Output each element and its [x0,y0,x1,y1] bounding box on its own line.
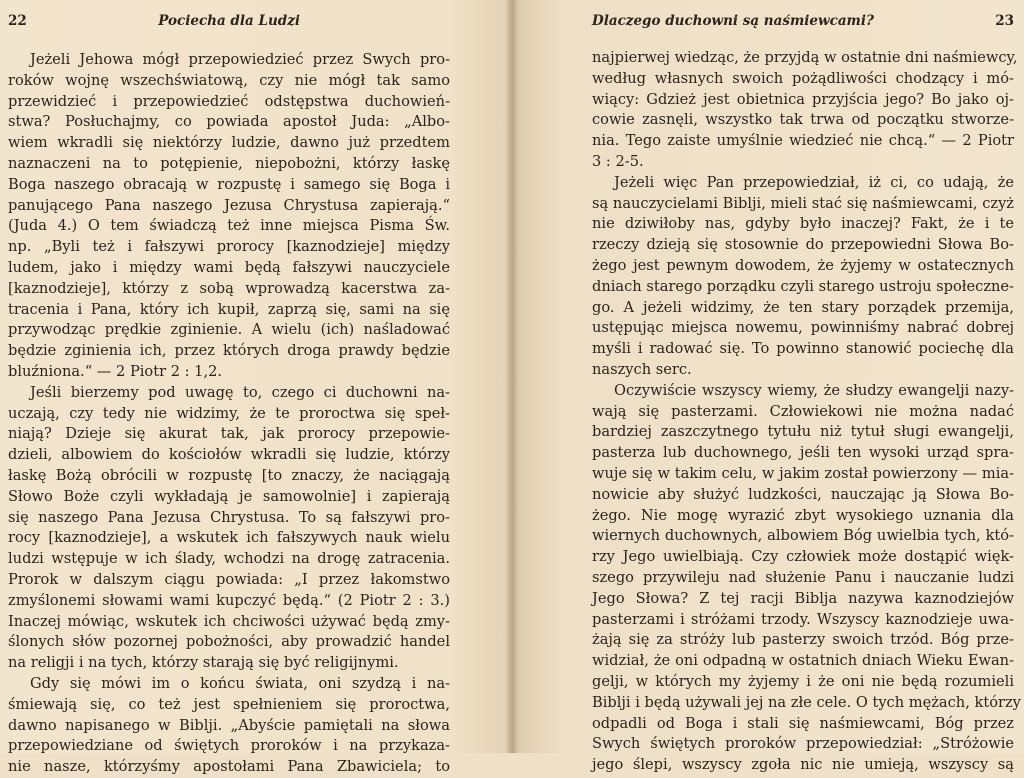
text-line: panującego Pana naszego Jezusa Chrystusa zapierają.“ [8,196,450,214]
left-page-body [8,50,450,778]
text-line: widział, że oni odpadną w ostatnich dniach Wieku Ewan- [592,652,1014,670]
text-line: naszych serc. [592,360,692,378]
left-page-header [8,10,450,32]
text-line: nowicie aby służyć ludzkości, nauczając ją Słowa Bo- [592,485,1014,503]
text-line: rocy [kaznodzieje], a wskutek ich fałszywych nauk wielu [8,529,450,547]
text-line: nie nasze, którzyśmy apostołami Pana Zbawiciela; to [8,758,450,776]
text-line: cowie zasnęli, wszystko tak trwa od początku stworze- [592,111,1014,129]
text-line: rzy Jego uwielbiają. Czy człowiek może dostąpić więk- [592,548,1014,566]
right-page-header [592,10,1014,32]
text-line: ślonych słów pozornej pobożności, aby prowadzić handel [8,633,450,651]
text-line: łaskę Bożą obrócili w rozpustę [to znaczy, że naciągają [8,466,450,484]
text-line: żego jest pewnym dowodem, że żyjemy w ostatecznych [592,256,1014,274]
text-line: Słowo Boże czyli wykładają je samowolnie] i zapierają [8,487,450,505]
text-line: Jego Słowa? Z tej racji Biblja nazywa kaznodziejów [592,589,1014,607]
text-line: wiernych duchownych, albowiem Bóg uwielbia tych, któ- [592,527,1014,545]
text-line: są nauczycielami Biblji, mieli stać się naśmiewcami, czyż [592,194,1014,212]
text-line: pasterza lub duchownego, jeśli ten wysoki urząd spra- [592,444,1014,462]
text-line: na religji i na tych, którzy starają się być religijnymi. [8,654,399,672]
text-line: przywodząc prędkie zginienie. A wielu (ich) naśladować [8,321,450,339]
text-line: Boga naszego obracają w rozpustę i samego się Boga i [8,175,450,193]
text-line: żają się za stróży lub pasterzy swoich trzód. Bóg prze- [592,631,1014,649]
text-line: uczają, czy tedy nie widzimy, że te proroctwa się speł- [8,404,450,422]
text-line: niają? Dzieje się akurat tak, jak prorocy przepowie- [8,425,450,443]
text-line: wiący: Gdzież jest obietnica przyjścia jego? Bo jako oj- [592,90,1014,108]
text-line: go. A jeżeli widzimy, że ten stary porządek przemija, [592,298,1014,316]
right-running-title: Dlaczego duchowni są naśmiewcami? [592,13,874,29]
text-line: wają się pasterzami. Człowiekowi nie można nadać [592,402,1014,420]
text-line: ustępując miejsca nowemu, powinniśmy nabrać dobrej [592,319,1014,337]
text-line: naznaczeni na to potępienie, niepobożni, którzy łaskę [8,154,450,172]
text-line: się naszego Pana Jezusa Chrystusa. To są fałszywi pro- [8,508,450,526]
text-line: Jeśli bierzemy pod uwagę to, czego ci duchowni na- [30,383,450,401]
left-running-title: Pociecha dla Ludzi [158,13,300,29]
text-line: gelji, w których my żyjemy i że oni nie będą rozumieli [592,672,1014,690]
text-line: zmyślonemi słowami wami kupczyć będą.“ (2 Piotr 2 : 3.) [8,591,450,609]
text-line: Jeżeli więc Pan przepowiedział, iż ci, co udają, że [614,173,1014,191]
right-page-body [592,48,1021,776]
text-line: Biblji i będą używali jej na złe cele. O tych mężach, którzy [592,693,1021,711]
text-line: dniach starego porządku czyli starego ustroju społeczne- [592,277,1014,295]
text-line: wiem wkradli się niektórzy ludzie, dawno już przedtem [8,134,450,152]
text-line: Jeżeli Jehowa mógł przepowiedzieć przez Swych pro- [30,51,450,68]
text-line: według własnych swoich pożądliwości chodzący i mó- [592,69,1014,87]
book-gutter [505,0,519,753]
text-line: śmiewają się, co też jest spełnieniem się proroctwa, [8,695,450,713]
text-line: 3 : 2-5. [592,152,644,170]
text-line: Gdy się mówi im o końcu świata, oni szydzą i na- [30,674,450,692]
text-line: dawno napisanego w Biblji. „Abyście pamiętali na słowa [8,716,450,734]
text-line: szego przywileju nad służenie Panu i nauczanie ludzi [592,568,1014,586]
text-line: przepowiedziane od świętych proroków i na przykaza- [8,737,450,755]
left-page-number: 22 [8,13,27,29]
text-line: [kaznodzieje], którzy z sobą wprowadzą kacerstwa za- [8,279,450,297]
text-line: bluźniona.“ — 2 Piotr 2 : 1,2. [8,362,223,380]
text-line: odpadli od Boga i stali się naśmiewcami, Bóg przez [592,714,1014,732]
text-line: żego. Nie mogę wyrazić zbyt wysokiego uznania dla [592,506,1014,524]
text-line: ludzi wstępuje w ich ślady, wchodzi na drogę zatracenia. [8,550,450,568]
text-line: Prorok w dalszym ciągu powiada: „I przez łakomstwo [8,570,450,588]
text-line: przewidzieć i przepowiedzieć odstępstwa duchowień- [8,92,450,110]
text-line: bardziej zaszczytnego tytułu niż tytuł sługi ewangelji, [592,423,1014,441]
text-line: Inaczej mówiąc, wskutek ich chciwości używać będą zmy- [8,612,450,630]
left-page [0,0,512,776]
text-line: nie dziwiłoby nas, gdyby było inaczej? Fakt, że i te [592,215,1014,233]
text-line: dzieli, albowiem do kościołów wkradli się ludzie, którzy [8,446,450,464]
text-line: Swych świętych proroków przepowiedział: „Stróżowie [592,735,1014,753]
right-page-number: 23 [995,13,1014,29]
text-line: nia. Tego zaiste umyślnie wiedzieć nie chcą.“ — 2 Piotr [592,132,1014,150]
text-line: najpierwej wiedząc, że przyjdą w ostatnie dni naśmiewcy, [592,49,1018,66]
text-line: roków wojnę wszechświatową, czy nie mógł tak samo [8,71,450,89]
text-line: stwa? Posłuchajmy, co powiada apostoł Juda: „Albo- [8,113,450,131]
text-line: jego ślepi, wszyscy zgoła nic nie umieją, wszyscy są [592,756,1014,774]
text-line: pasterzami i stróżami trzody. Wszyscy kaznodzieje uwa- [592,610,1014,628]
text-line: ludem, jako i między wami będą fałszywi nauczyciele [8,258,450,276]
text-line: tracenia i Pana, który ich kupił, zaprzą się, sami na się [8,300,450,318]
text-line: Oczywiście wszyscy wiemy, że słudzy ewangelji nazy- [614,381,1014,399]
text-line: będzie zginienia ich, przez których droga prawdy będzie [8,342,450,360]
right-page [512,0,1024,774]
text-line: (Juda 4.) O tem świadczą też inne miejsca Pisma Św. [8,217,450,235]
text-line: myśli i radować się. To powinno stanowić pociechę dla [592,340,1014,358]
text-line: np. „Byli też i fałszywi prorocy [kaznodzieje] między [8,238,450,256]
text-line: wuje się w takim celu, w jakim został powierzony — mia- [592,464,1014,482]
text-line: rzeczy dzieją się stosownie do przepowiedni Słowa Bo- [592,236,1014,254]
